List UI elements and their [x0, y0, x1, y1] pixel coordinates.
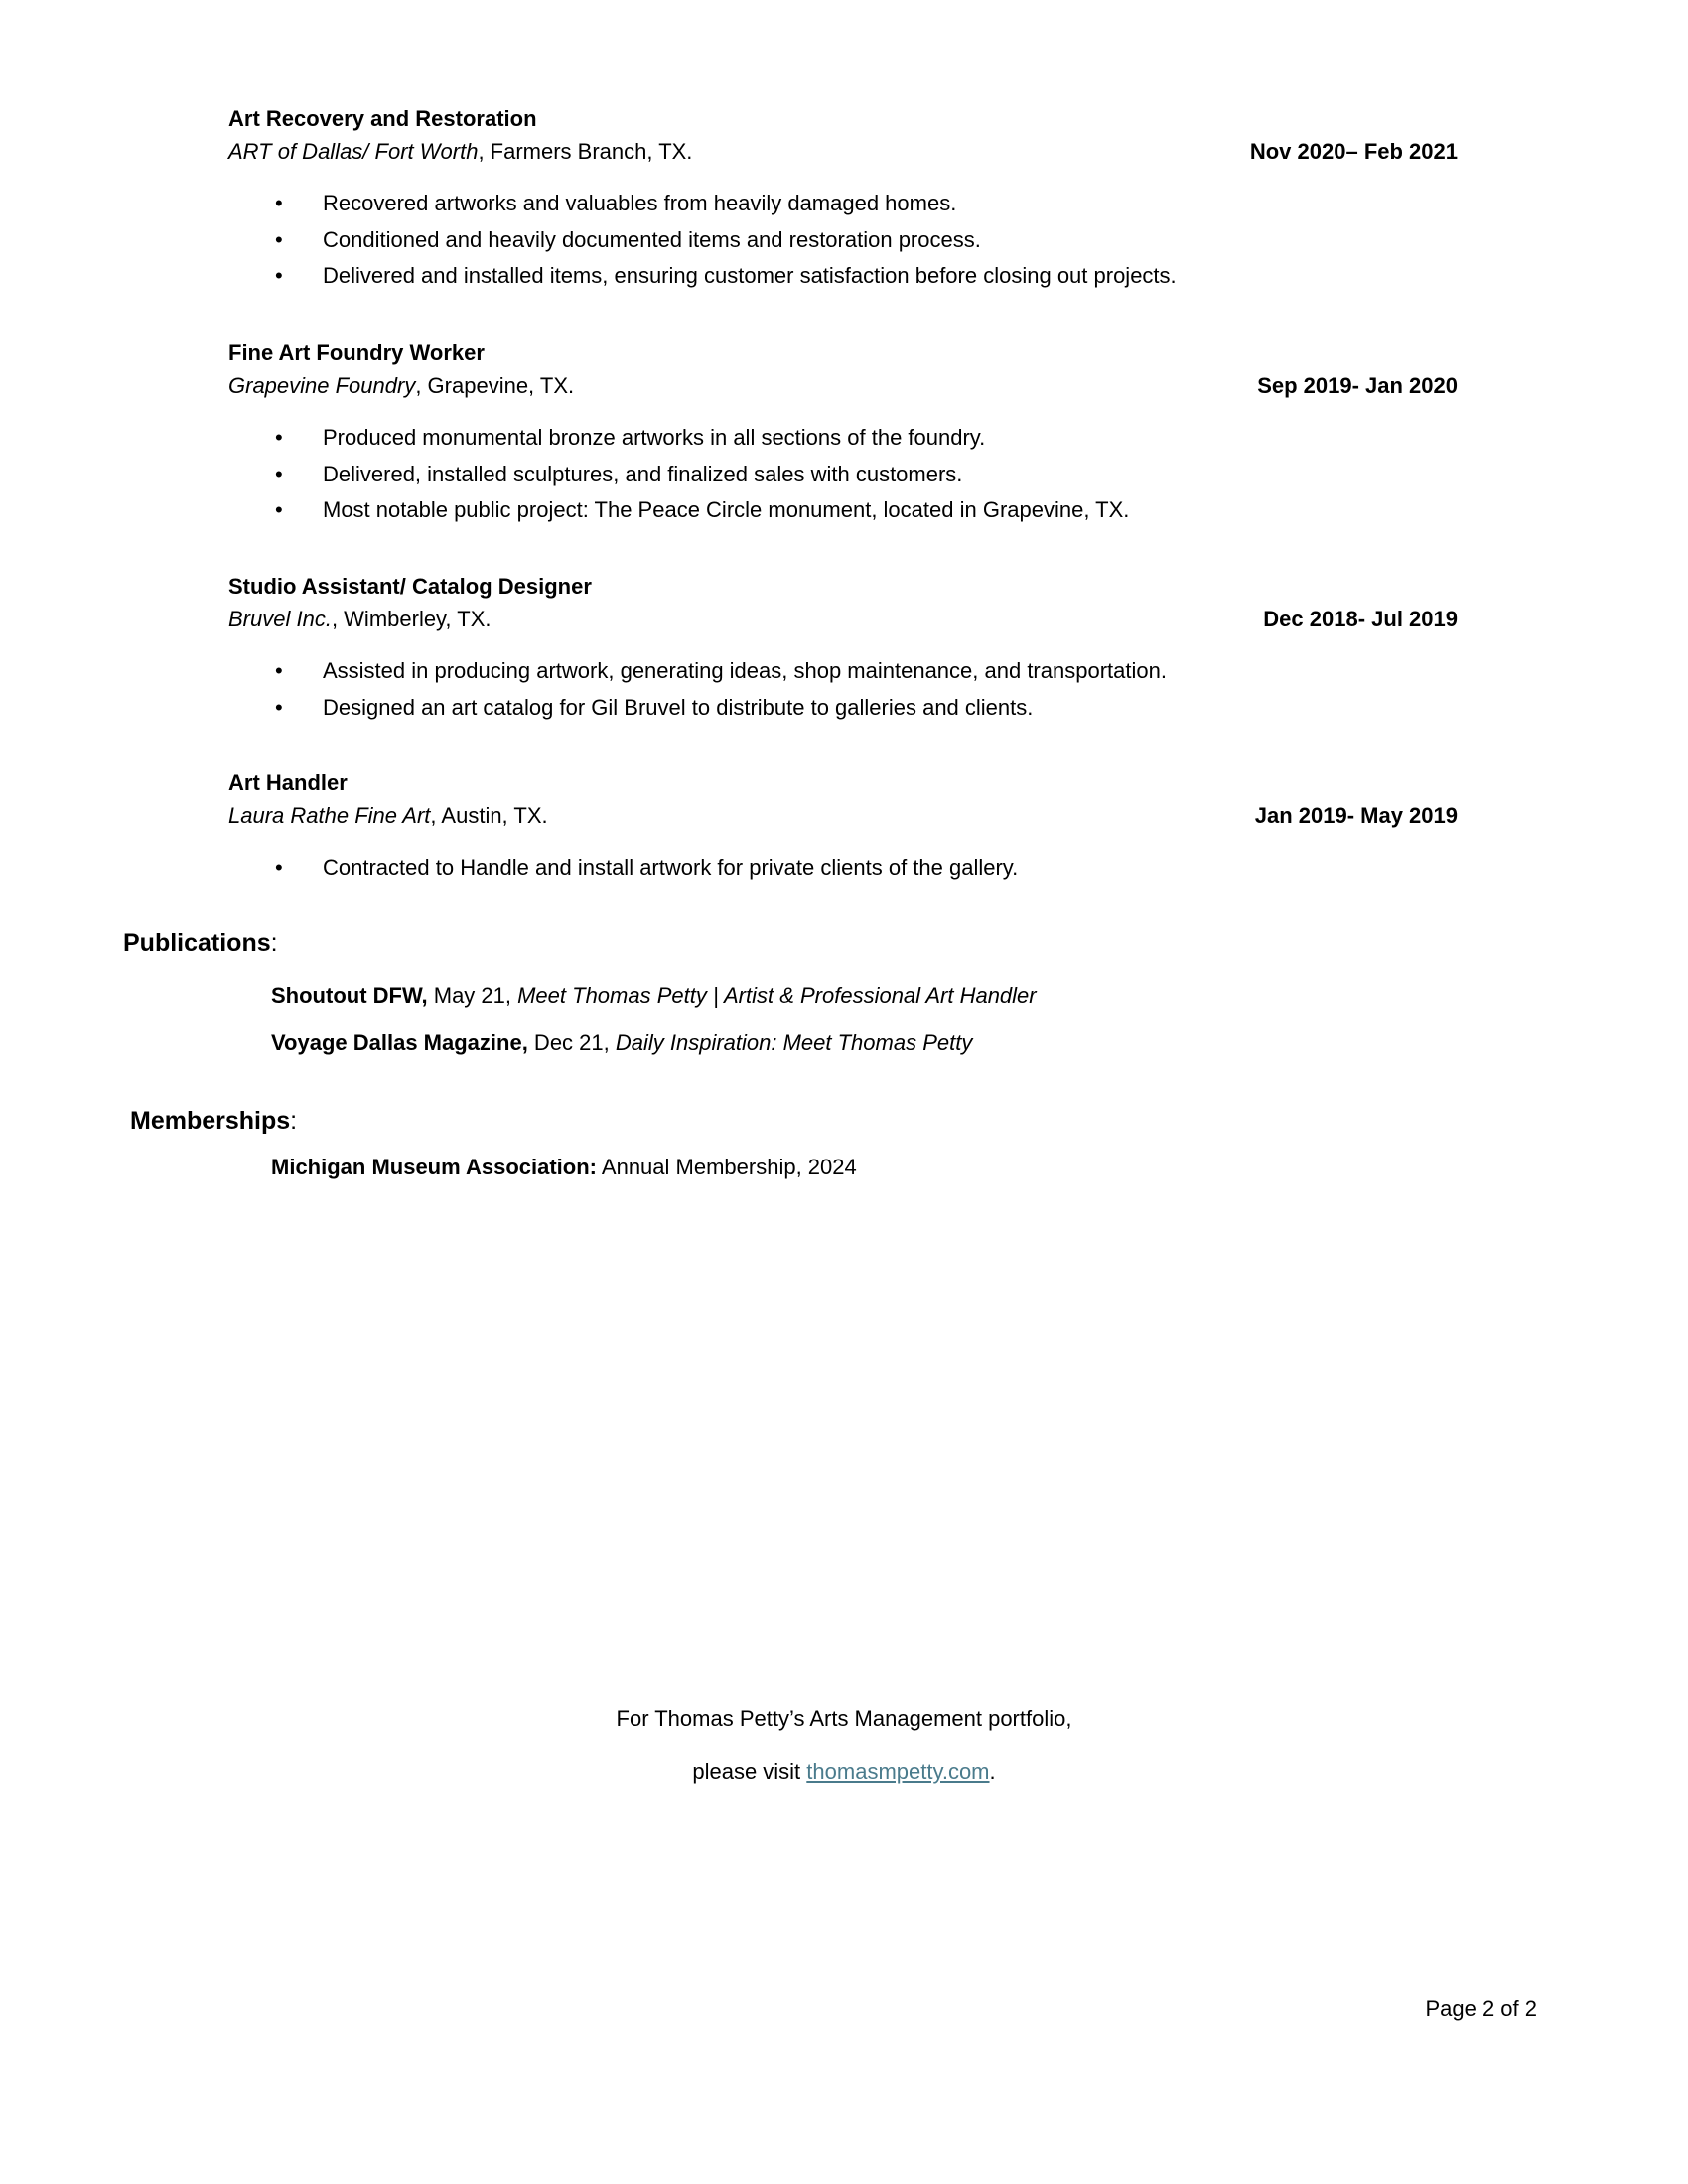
publication-date: Dec 21,: [527, 1030, 616, 1055]
job-entry-art-recovery: [228, 103, 1458, 295]
memberships-heading: [130, 1104, 297, 1138]
company-location: , Austin, TX.: [430, 803, 548, 828]
job-bullet-list: [228, 653, 1458, 726]
job-bullet: • Most notable public project: The Peace Circle monument, located in Grapevine, TX.: [228, 492, 1458, 529]
job-dates: Dec 2018- Jul 2019: [1263, 607, 1458, 631]
job-dates: Nov 2020– Feb 2021: [1249, 139, 1458, 164]
job-entry-studio-assistant: [228, 571, 1458, 726]
company-name: Bruvel Inc.: [228, 607, 332, 631]
job-company-location: [228, 136, 692, 168]
job-bullet: • Conditioned and heavily documented items and restoration process.: [228, 222, 1458, 259]
publication-title: Meet Thomas Petty | Artist & Professional Art Handler: [517, 983, 1037, 1008]
membership-detail: Annual Membership, 2024: [597, 1155, 857, 1179]
job-subrow: [228, 800, 1458, 832]
job-bullet-list: [228, 420, 1458, 529]
job-dates: Sep 2019- Jan 2020: [1257, 373, 1458, 398]
company-location: , Grapevine, TX.: [415, 373, 575, 398]
job-title: Fine Art Foundry Worker: [228, 341, 485, 365]
job-company-location: [228, 370, 574, 402]
publication-entry: [271, 1028, 972, 1058]
portfolio-link[interactable]: thomasmpetty.com: [806, 1759, 990, 1784]
membership-name: Michigan Museum Association:: [271, 1155, 598, 1179]
job-subrow: [228, 370, 1458, 402]
page-number: Page 2 of 2: [1425, 1996, 1537, 2021]
publication-date: May 21,: [427, 983, 518, 1008]
job-bullet: • Designed an art catalog for Gil Bruvel to distribute to galleries and clients.: [228, 690, 1458, 727]
job-entry-foundry-worker: [228, 338, 1458, 529]
job-bullet-list: [228, 186, 1458, 295]
publication-title: Daily Inspiration: Meet Thomas Petty: [615, 1030, 973, 1055]
company-location: , Wimberley, TX.: [331, 607, 492, 631]
publication-entry: [271, 981, 1037, 1011]
membership-entry: [271, 1153, 857, 1182]
publication-source: Shoutout DFW,: [271, 983, 428, 1008]
job-company-location: [228, 604, 491, 635]
job-title: Art Handler: [228, 770, 348, 795]
company-name: ART of Dallas/ Fort Worth: [228, 139, 479, 164]
job-entry-art-handler: [228, 767, 1458, 887]
job-bullet: • Produced monumental bronze artworks in all sections of the foundry.: [228, 420, 1458, 457]
publications-heading: [123, 926, 278, 960]
publications-heading-text: Publications: [123, 929, 271, 957]
footer-visit-suffix: .: [989, 1759, 996, 1784]
job-title: Art Recovery and Restoration: [228, 106, 537, 131]
memberships-heading-text: Memberships: [130, 1107, 291, 1135]
footer-visit-line: [0, 1757, 1688, 1787]
job-bullet-list: [228, 850, 1458, 887]
footer-portfolio-line: For Thomas Petty’s Arts Management portfolio,: [616, 1706, 1072, 1731]
job-subrow: [228, 136, 1458, 168]
job-subrow: [228, 604, 1458, 635]
publications-heading-colon: :: [270, 929, 278, 957]
job-bullet: • Delivered, installed sculptures, and finalized sales with customers.: [228, 457, 1458, 493]
job-dates: Jan 2019- May 2019: [1254, 803, 1458, 828]
company-location: , Farmers Branch, TX.: [478, 139, 693, 164]
company-name: Laura Rathe Fine Art: [228, 803, 431, 828]
publication-source: Voyage Dallas Magazine,: [271, 1030, 528, 1055]
job-bullet: • Recovered artworks and valuables from heavily damaged homes.: [228, 186, 1458, 222]
memberships-heading-colon: :: [290, 1107, 298, 1135]
job-company-location: [228, 800, 548, 832]
company-name: Grapevine Foundry: [228, 373, 416, 398]
job-bullet: • Contracted to Handle and install artwork for private clients of the gallery.: [228, 850, 1458, 887]
job-bullet: • Assisted in producing artwork, generating ideas, shop maintenance, and transportation.: [228, 653, 1458, 690]
footer-visit-prefix: please visit: [692, 1759, 807, 1784]
job-bullet: • Delivered and installed items, ensuring customer satisfaction before closing out projects.: [228, 258, 1458, 295]
job-title: Studio Assistant/ Catalog Designer: [228, 574, 592, 599]
